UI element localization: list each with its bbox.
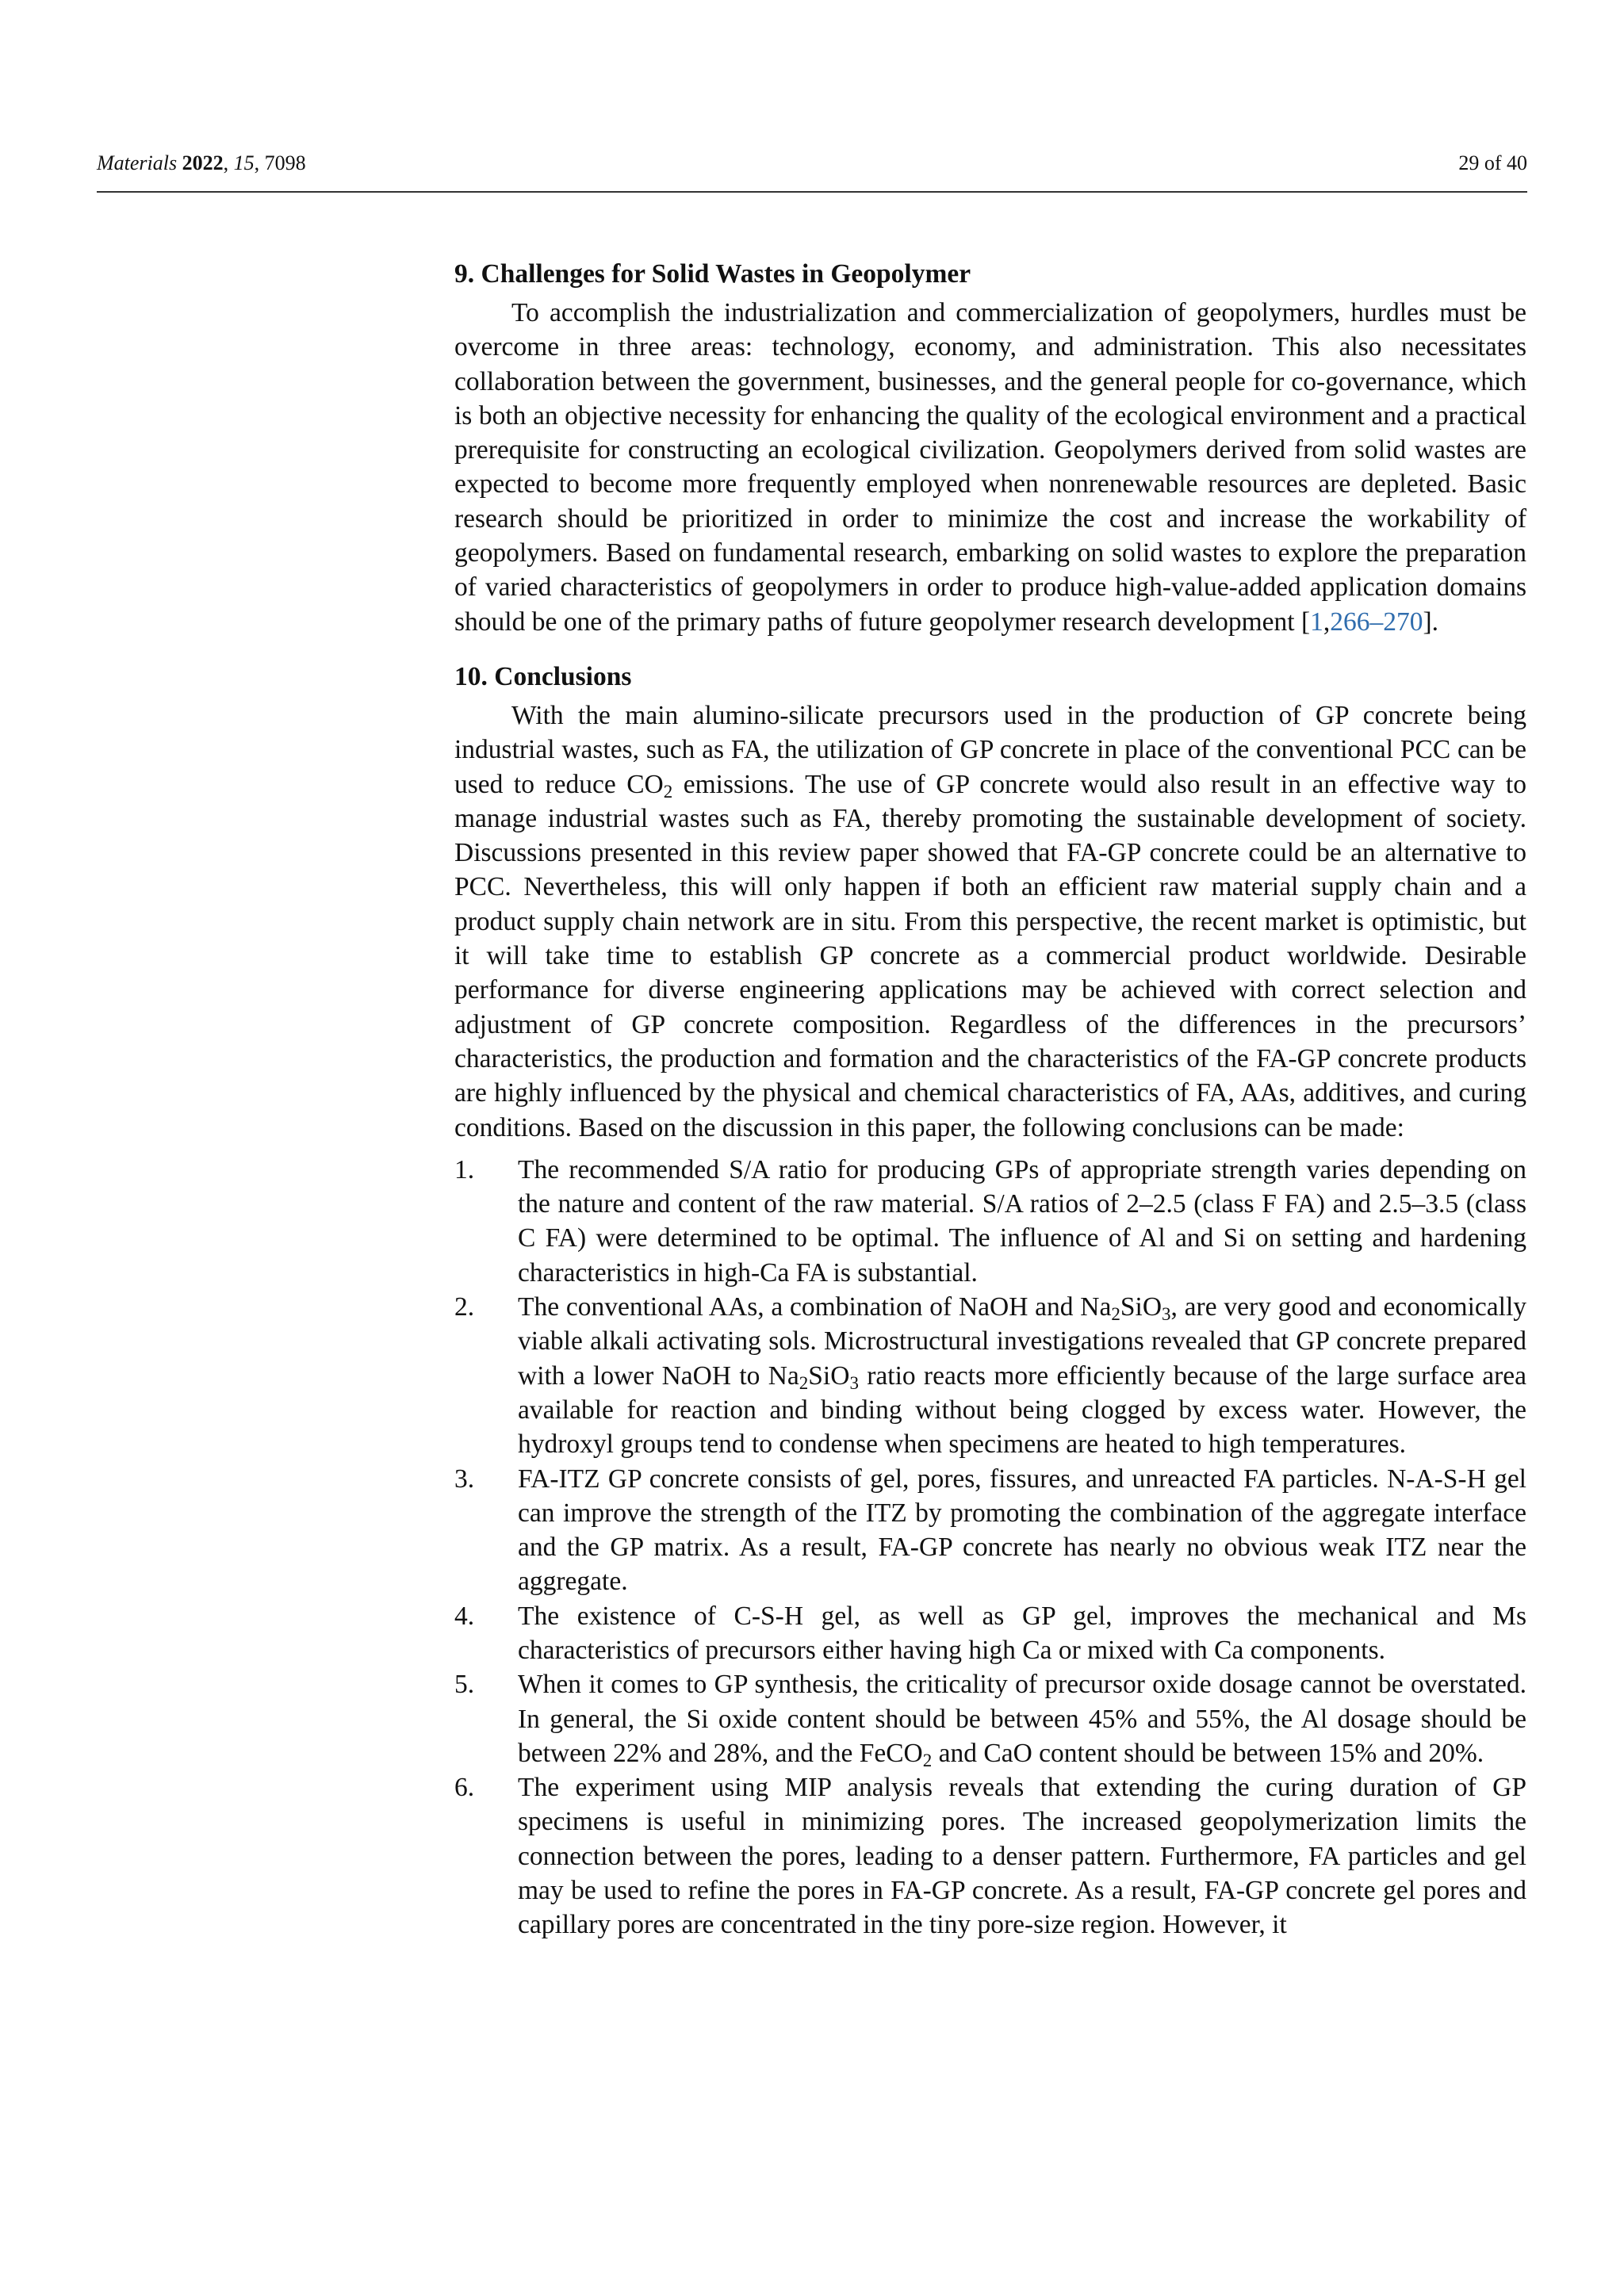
journal-volume: 15 <box>233 151 255 174</box>
citation-link[interactable]: 266–270 <box>1330 607 1423 637</box>
page-number: 29 of 40 <box>1458 151 1527 174</box>
list-number: 2. <box>454 1292 475 1322</box>
journal-name: Materials <box>97 151 178 174</box>
list-number: 1. <box>454 1154 475 1184</box>
list-item: 6. The experiment using MIP analysis reveals that extending the curing duration of GP specimens is useful in minimizing pores. The increased geopolymerization limits the connection between the pores, leading to a denser pattern. Furthermore, FA particles and gel may be used to refine the pores in FA-GP concrete. As a result, FA-GP concrete gel pores and capillary pores are concentrated in the tiny pore-size region. However, it <box>454 1770 1526 1942</box>
list-item: 4. The existence of C-S-H gel, as well as GP gel, improves the mechanical and Ms characteristics of precursors either having high Ca or mixed with Ca components. <box>454 1599 1526 1668</box>
section-heading: 10. Conclusions <box>454 661 632 691</box>
article-number: 7098 <box>264 151 306 174</box>
list-item: 5. When it comes to GP synthesis, the criticality of precursor oxide dosage cannot be overstated. In general, the Si oxide content should be between 45% and 55%, the Al dosage should be between 22% and 28%, and the FeCO$_2$ and CaO content should be between 15% and 20%. <box>454 1667 1526 1770</box>
page-header <box>97 149 1527 190</box>
list-item: 2. The conventional AAs, a combination of NaOH and $Na_2SiO_3$, are very good and economically viable alkali activating sols. Microstructural investigations revealed that GP concrete prepared with a lower NaOH to $Na_2SiO_3$ ratio reacts more efficiently because of the large surface area available for reaction and binding without being clogged by excess water. However, the hydroxyl groups tend to condense when specimens are heated to high temperatures. <box>454 1290 1526 1461</box>
paragraph: To accomplish the industrialization and commercialization of geopolymers, hurdles must be overcome in three areas: technology, economy, and administration. This also necessitates collaboration between the government, businesses, and the general people for co-governance, which is both an objective necessity for enhancing the quality of the ecological environment and a practical prerequisite for constructing an ecological civilization. Geopolymers derived from solid wastes are expected to become more frequently employed when nonrenewable resources are depleted. Basic research should be prioritized in order to minimize the cost and increase the workability of geopolymers. Based on fundamental research, embarking on solid wastes to explore the preparation of varied characteristics of geopolymers in order to produce high-value-added application domains should be one of the primary paths of future geopolymer research development [1,266–270]. <box>454 298 1526 637</box>
list-number: 4. <box>454 1601 475 1631</box>
section-conclusions <box>454 660 1526 1942</box>
section-heading: 9. Challenges for Solid Wastes in Geopolymer <box>454 259 971 289</box>
journal-citation: Materials 2022, 15, 7098 <box>97 151 306 174</box>
section-challenges <box>454 257 1526 639</box>
list-item: 1. The recommended S/A ratio for producing GPs of appropriate strength varies depending on the nature and content of the raw material. S/A ratios of 2–2.5 (class F FA) and 2.5–3.5 (class C FA) were determined to be optimal. The influence of Al and Si on setting and hardening characteristics in high-Ca FA is substantial. <box>454 1153 1526 1290</box>
journal-year: 2022 <box>182 151 224 174</box>
article-body <box>454 257 1526 1942</box>
list-item: 3. FA-ITZ GP concrete consists of gel, pores, fissures, and unreacted FA particles. N-A-S-H gel can improve the strength of the ITZ by promoting the combination of the aggregate interface and the GP matrix. As a result, FA-GP concrete has nearly no obvious weak ITZ near the aggregate. <box>454 1462 1526 1599</box>
conclusions-list <box>454 1153 1526 1942</box>
list-number: 6. <box>454 1773 475 1803</box>
list-number: 3. <box>454 1464 475 1494</box>
citation-link[interactable]: 1 <box>1310 607 1323 637</box>
paragraph: With the main alumino-silicate precursors used in the production of GP concrete being industrial wastes, such as FA, the utilization of GP concrete in place of the conventional PCC can be used to reduce $CO_2$ emissions. The use of GP concrete would also result in an effective way to manage industrial wastes such as FA, thereby promoting the sustainable development of society. Discussions presented in this review paper showed that FA-GP concrete could be an alternative to PCC. Nevertheless, this will only happen if both an efficient raw material supply chain and a product supply chain network are in situ. From this perspective, the recent market is optimistic, but it will take time to establish GP concrete as a commercial product worldwide. Desirable performance for diverse engineering applications may be achieved with correct selection and adjustment of GP concrete composition. Regardless of the differences in the precursors’ characteristics, the production and formation and the characteristics of the FA-GP concrete products are highly influenced by the physical and chemical characteristics of FA, AAs, additives, and curing conditions. Based on the discussion in this paper, the following conclusions can be made: <box>454 700 1526 1142</box>
list-number: 5. <box>454 1670 475 1700</box>
header-divider <box>97 191 1527 193</box>
